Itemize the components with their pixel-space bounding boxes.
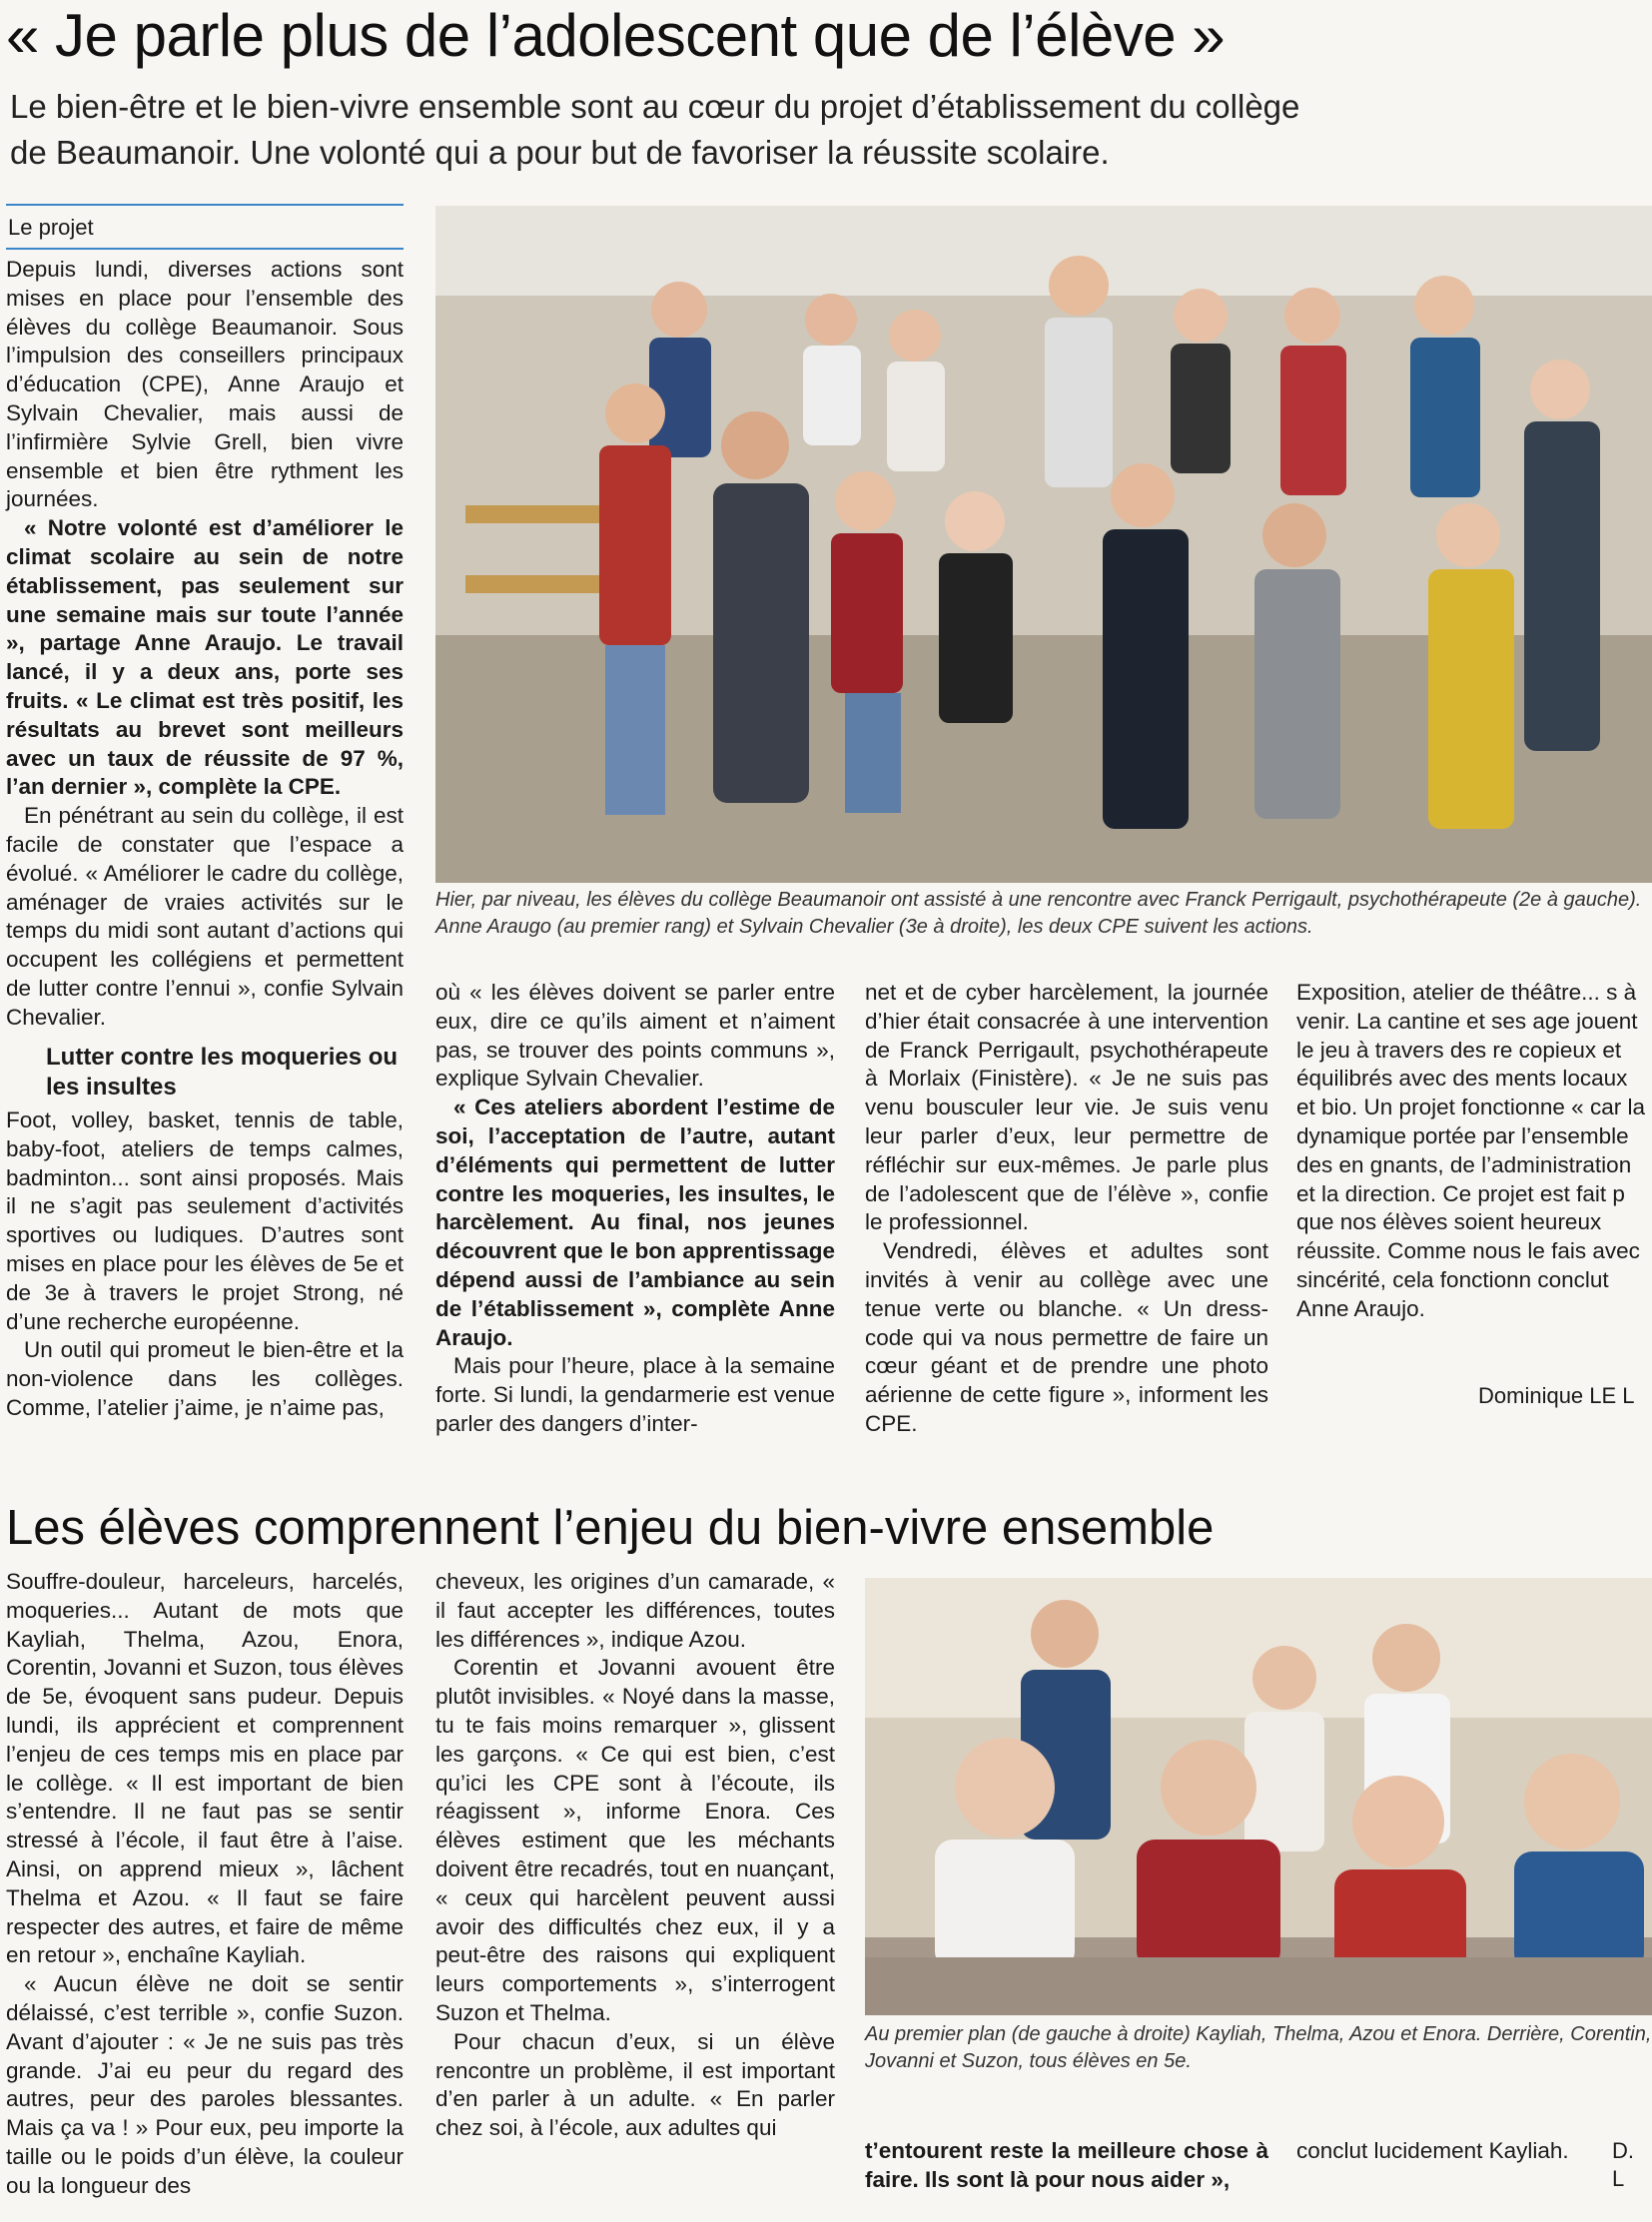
paragraph: Depuis lundi, diverses actions sont mises en place pour l’ensemble des élèves du collège Beaumanoir. Sous l’impulsion des conseillers principaux d’éducation (CPE), Anne Araujo et Sylvain Chevalier, mais aussi de l’infirmière Sylvie Grell, bien vivre ensemble et bien être rythment les journées. [6, 257, 404, 512]
paragraph: Corentin et Jovanni avouent être plutôt invisibles. « Noyé dans la masse, tu te fais moins remarquer », glissent les garçons. « Ce qui est bien, c’est qu’ici les CPE sont à l’écoute, ils réagissent », informe Enora. Ces élèves estiment que les méchants doivent être recadrés, tout en nuançant, « ceux qui harcèlent peuvent aussi avoir des difficultés chez eux, il y a peut-être des raisons qui expliquent leurs comportements », s’interrogent Suzon et Thelma. [435, 1655, 835, 2025]
subheading: Lutter contre les moqueries ou les insultes [46, 1044, 399, 1101]
paragraph: Foot, volley, basket, tennis de table, baby-foot, ateliers de temps calmes, badminton... sont ainsi proposés. Mais il ne s’agit pas seulement d’activités sportives ou ludiques. D’autres sont mises en place pour les élèves de 5e et de 3e à travers le projet Strong, né d’une recherche européenne. [6, 1108, 404, 1334]
paragraph: conclut lucidement Kayliah. [1296, 2138, 1569, 2163]
article1-column-1b [6, 1107, 404, 1423]
paragraph: Exposition, atelier de théâtre... s à venir. La cantine et ses age jouent le jeu à travers des re copieux et équilibrés avec des ments locaux et bio. Un projet fonctionne « car la dynamique portée par l’ensemble des en gnants, de l’administration et la direction. Ce projet est fait p que nos élèves soient heureux réussite. Comme nous le fais avec sincérité, cela fonctionn conclut Anne Araujo. [1296, 980, 1645, 1321]
group-photo-illustration [435, 206, 1652, 883]
article1-column-4 [1296, 979, 1652, 1324]
paragraph: où « les élèves doivent se parler entre eux, dire ce qu’ils aiment et n’aiment pas, se trouver des points communs », explique Sylvain Chevalier. [435, 980, 835, 1092]
paragraph: Pour chacun d’eux, si un élève rencontre un problème, il est important d’en parler à un adulte. « En parler chez soi, à l’école, aux adultes qui [435, 2028, 835, 2141]
standfirst: Le bien-être et le bien-vivre ensemble sont au cœur du projet d’établissement du collège de Beaumanoir. Une volonté qui a pour but de favoriser la réussite scolaire. [10, 88, 1300, 171]
paragraph: Mais pour l’heure, place à la semaine forte. Si lundi, la gendarmerie est venue parler des dangers d’inter- [435, 1353, 835, 1436]
paragraph: Un outil qui promeut le bien-être et la non-violence dans les collèges. Comme, l’atelier j’aime, je n’aime pas, [6, 1337, 404, 1420]
article1-column-3 [865, 979, 1268, 1439]
article2-column-1 [6, 1568, 404, 2201]
group-photo [435, 206, 1652, 883]
byline-2: D. L [1612, 2138, 1634, 2191]
article2-column-3 [865, 2137, 1268, 2195]
paragraph: Vendredi, élèves et adultes sont invités à venir au collège avec une tenue verte ou blanche. « Un dress-code qui va nous permettre de faire un cœur géant et de prendre une photo aérienne de cette figure », informent les CPE. [865, 1238, 1268, 1436]
paragraph: « Aucun élève ne doit se sentir délaissé, c’est terrible », confie Suzon. Avant d’ajouter : « Je ne suis pas très grande. J’ai eu peur du regard des autres, peur des paroles blessantes. Mais ça va ! » Pour eux, peu importe la taille ou le poids d’un élève, la couleur ou la longueur des [6, 1971, 404, 2198]
article2-column-2 [435, 1568, 835, 2143]
paragraph: Souffre-douleur, harceleurs, harcelés, moqueries... Autant de mots que Kayliah, Thelma, Azou, Enora, Corentin, Jovanni et Suzon, tous élèves de 5e, évoquent sans pudeur. Depuis lundi, ils apprécient et comprennent l’enjeu de ces temps mis en place par le collège. « Il est important de bien s’entendre. Il ne faut pas se sentir stressé à l’école, il faut être à l’aise. Ainsi, on apprend mieux », lâchent Thelma et Azou. « Il faut se faire respecter des autres, et faire de même en retour », enchaîne Kayliah. [6, 1569, 404, 1968]
students-photo [865, 1578, 1652, 2015]
article1-column-2 [435, 979, 835, 1439]
article1-column-1 [6, 256, 404, 1033]
paragraph: En pénétrant au sein du collège, il est facile de constater que l’espace a évolué. « Améliorer le cadre du collège, aménager de vraies activités sur le temps du midi sont autant d’actions qui occupent les collégiens et permettent de lutter contre l’ennui », confie Sylvain Chevalier. [6, 803, 404, 1030]
headline: « Je parle plus de l’adolescent que de l’élève » [6, 2, 1226, 69]
photo-caption-2: Au premier plan (de gauche à droite) Kayliah, Thelma, Azou et Enora. Derrière, Corentin, Jovanni et Suzon, tous élèves en 5e. [865, 2023, 1652, 2072]
photo-caption: Hier, par niveau, les élèves du collège Beaumanoir ont assisté à une rencontre avec Franck Perrigault, psychothérapeute (2e à gauche). Anne Araugo (au premier rang) et Sylvain Chevalier (3e à droite), les deux CPE suivent les actions. [435, 889, 1642, 938]
paragraph: « Notre volonté est d’améliorer le climat scolaire au sein de notre établissement, pas seulement sur une semaine mais sur toute l’année », partage Anne Araujo. Le travail lancé, il y a deux ans, porte ses fruits. « Le climat est très positif, les résultats au brevet sont meilleurs avec un taux de réussite de 97 %, l’an dernier », complète la CPE. [6, 515, 404, 800]
paragraph: cheveux, les origines d’un camarade, « il faut accepter les différences, toutes les différences », indique Azou. [435, 1569, 835, 1652]
students-photo-illustration [865, 1578, 1652, 2015]
paragraph: « Ces ateliers abordent l’estime de soi, l’acceptation de l’autre, autant d’éléments qui permettent de lutter contre les moqueries, les insultes, le harcèlement. Au final, nos jeunes découvrent que le bon apprentissage dépend aussi de l’ambiance au sein de l’établissement », complète Anne Araujo. [435, 1095, 835, 1350]
paragraph: net et de cyber harcèlement, la journée d’hier était consacrée à une intervention de Franck Perrigault, psychothérapeute à Morlaix (Finistère). « Je ne suis pas venu bousculer leur vie. Je suis venu leur parler d’eux, leur permettre de réfléchir sur eux-mêmes. Je parle plus de l’adolescent que de l’élève », confie le professionnel. [865, 980, 1268, 1235]
byline: Dominique LE L [1478, 1383, 1635, 1408]
article2-column-4 [1296, 2137, 1596, 2166]
headline-2: Les élèves comprennent l’enjeu du bien-vivre ensemble [6, 1501, 1215, 1555]
paragraph: t’entourent reste la meilleure chose à faire. Ils sont là pour nous aider », [865, 2138, 1268, 2192]
section-rubric: Le projet [6, 204, 404, 250]
